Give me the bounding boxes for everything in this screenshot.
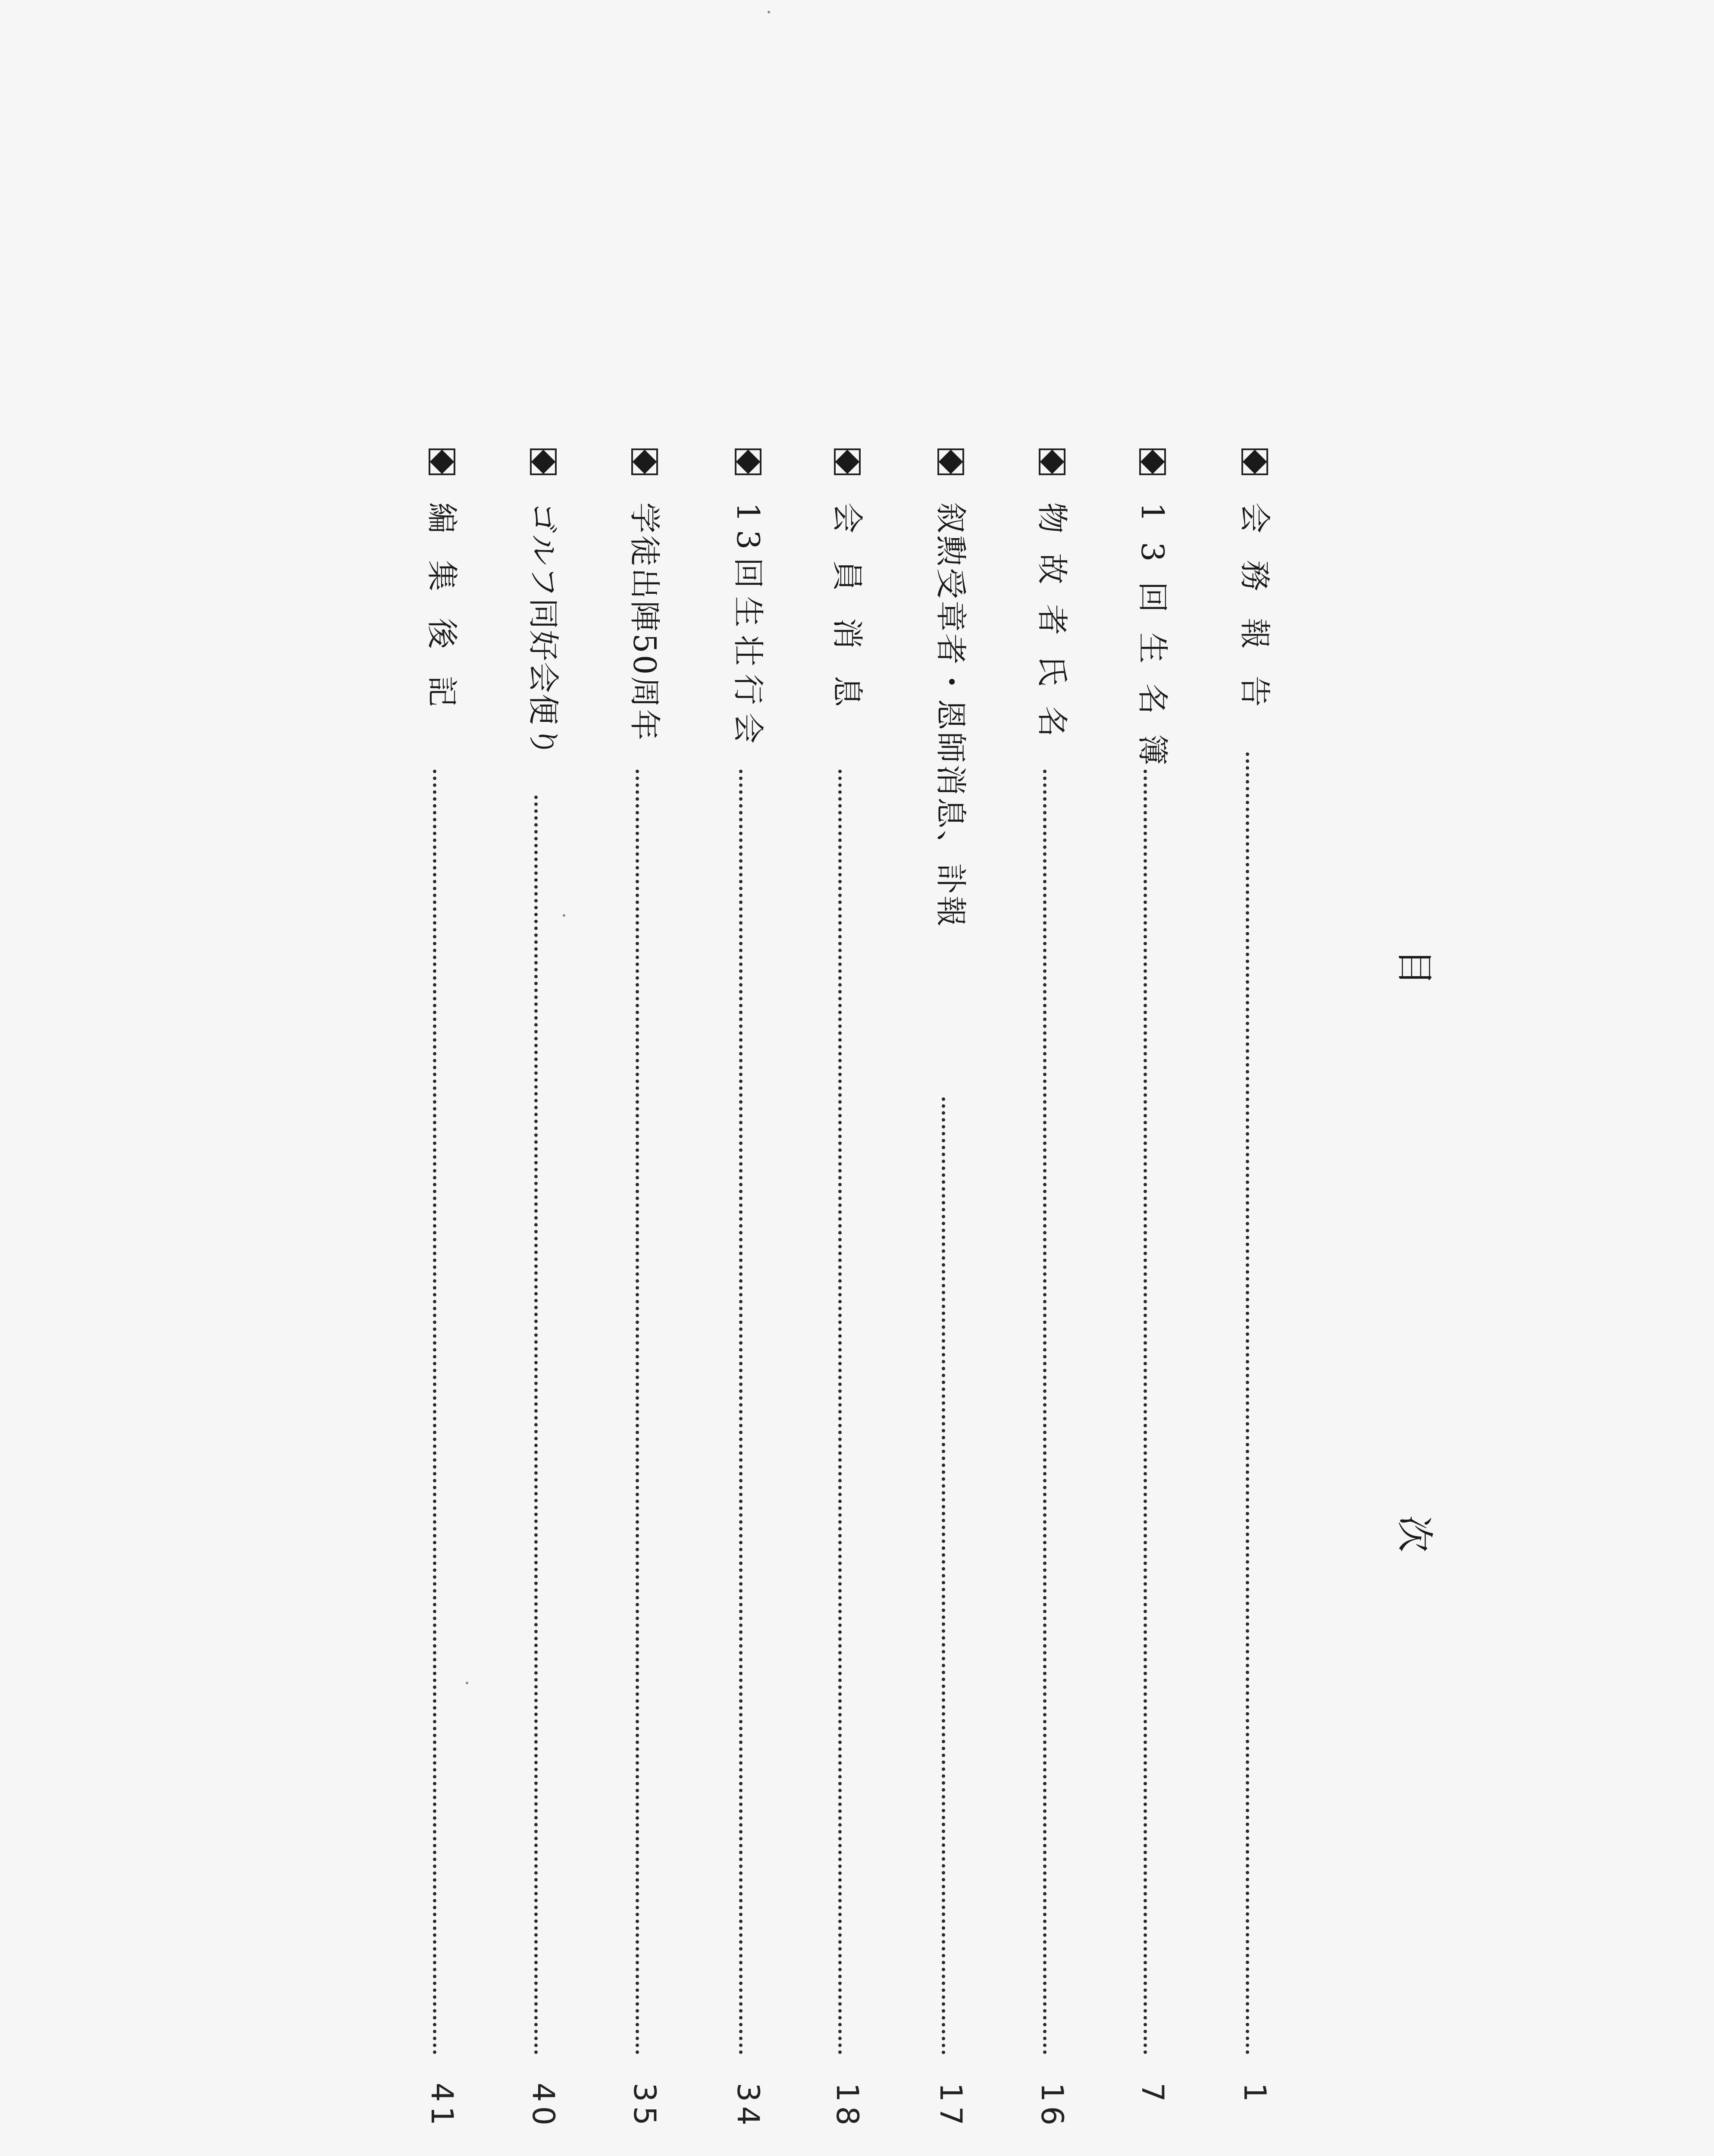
diamond-bullet-icon — [1241, 448, 1268, 475]
toc-entry-label: 会員消息 — [829, 502, 865, 734]
diamond-bullet-icon — [429, 448, 455, 475]
table-of-contents — [99, 431, 1462, 2156]
diamond-bullet-icon — [937, 448, 964, 475]
toc-entry-page: 16 — [1034, 2083, 1070, 2130]
toc-entry-page: 35 — [627, 2083, 662, 2130]
paper-speck — [563, 914, 565, 917]
toc-entry[interactable] — [828, 431, 867, 2156]
toc-entry-label: 13回生壮行会 — [730, 502, 766, 752]
diamond-bullet-icon — [1139, 448, 1166, 475]
toc-entry-page: 17 — [933, 2083, 968, 2130]
diamond-bullet-icon — [530, 448, 557, 475]
dot-leader — [636, 770, 639, 2055]
toc-title-char-2: 次 — [1393, 1515, 1436, 1552]
toc-title — [1393, 949, 1436, 1552]
diamond-bullet-icon — [631, 448, 658, 475]
toc-entry[interactable] — [1133, 431, 1172, 2156]
toc-entry-page: 41 — [424, 2083, 460, 2130]
diamond-bullet-icon — [1039, 448, 1065, 475]
toc-entry-page: 34 — [730, 2083, 766, 2130]
toc-entry[interactable] — [423, 431, 461, 2156]
toc-entry[interactable] — [524, 431, 563, 2156]
dot-leader — [1043, 770, 1047, 2055]
diamond-bullet-icon — [834, 448, 861, 475]
toc-entry-page: 7 — [1135, 2083, 1170, 2106]
toc-entry-page: 18 — [830, 2083, 865, 2130]
dot-leader — [1144, 770, 1147, 2055]
toc-entry[interactable] — [931, 431, 970, 2156]
toc-entry-page: 40 — [526, 2083, 561, 2130]
paper-speck — [768, 11, 770, 13]
toc-entry-page: 1 — [1237, 2083, 1272, 2106]
dot-leader — [942, 1097, 945, 2055]
toc-title-char-1: 目 — [1393, 949, 1436, 986]
toc-entry-label: 学徒出陣50周年 — [627, 502, 663, 742]
dot-leader — [1246, 752, 1249, 2055]
toc-entry[interactable] — [729, 431, 768, 2156]
dot-leader — [739, 770, 743, 2055]
toc-entry-label: 会務報告 — [1237, 502, 1273, 734]
toc-entry[interactable] — [1033, 431, 1072, 2156]
toc-entry-label: ゴルフ同好会便り — [525, 502, 561, 758]
paper-speck — [466, 1682, 468, 1684]
dot-leader — [838, 770, 842, 2055]
toc-entry[interactable] — [625, 431, 664, 2156]
dot-leader — [433, 770, 436, 2055]
dot-leader — [534, 796, 538, 2055]
toc-entry-label: 物故者氏名 — [1034, 502, 1070, 757]
toc-entry-label: 13回生名簿 — [1134, 502, 1171, 785]
toc-entry-label: 叙勲受章者・恩師消息、訃報 — [933, 502, 969, 929]
toc-entry[interactable] — [1235, 431, 1274, 2156]
toc-entry-label: 編集後記 — [424, 502, 460, 734]
diamond-bullet-icon — [735, 448, 761, 475]
